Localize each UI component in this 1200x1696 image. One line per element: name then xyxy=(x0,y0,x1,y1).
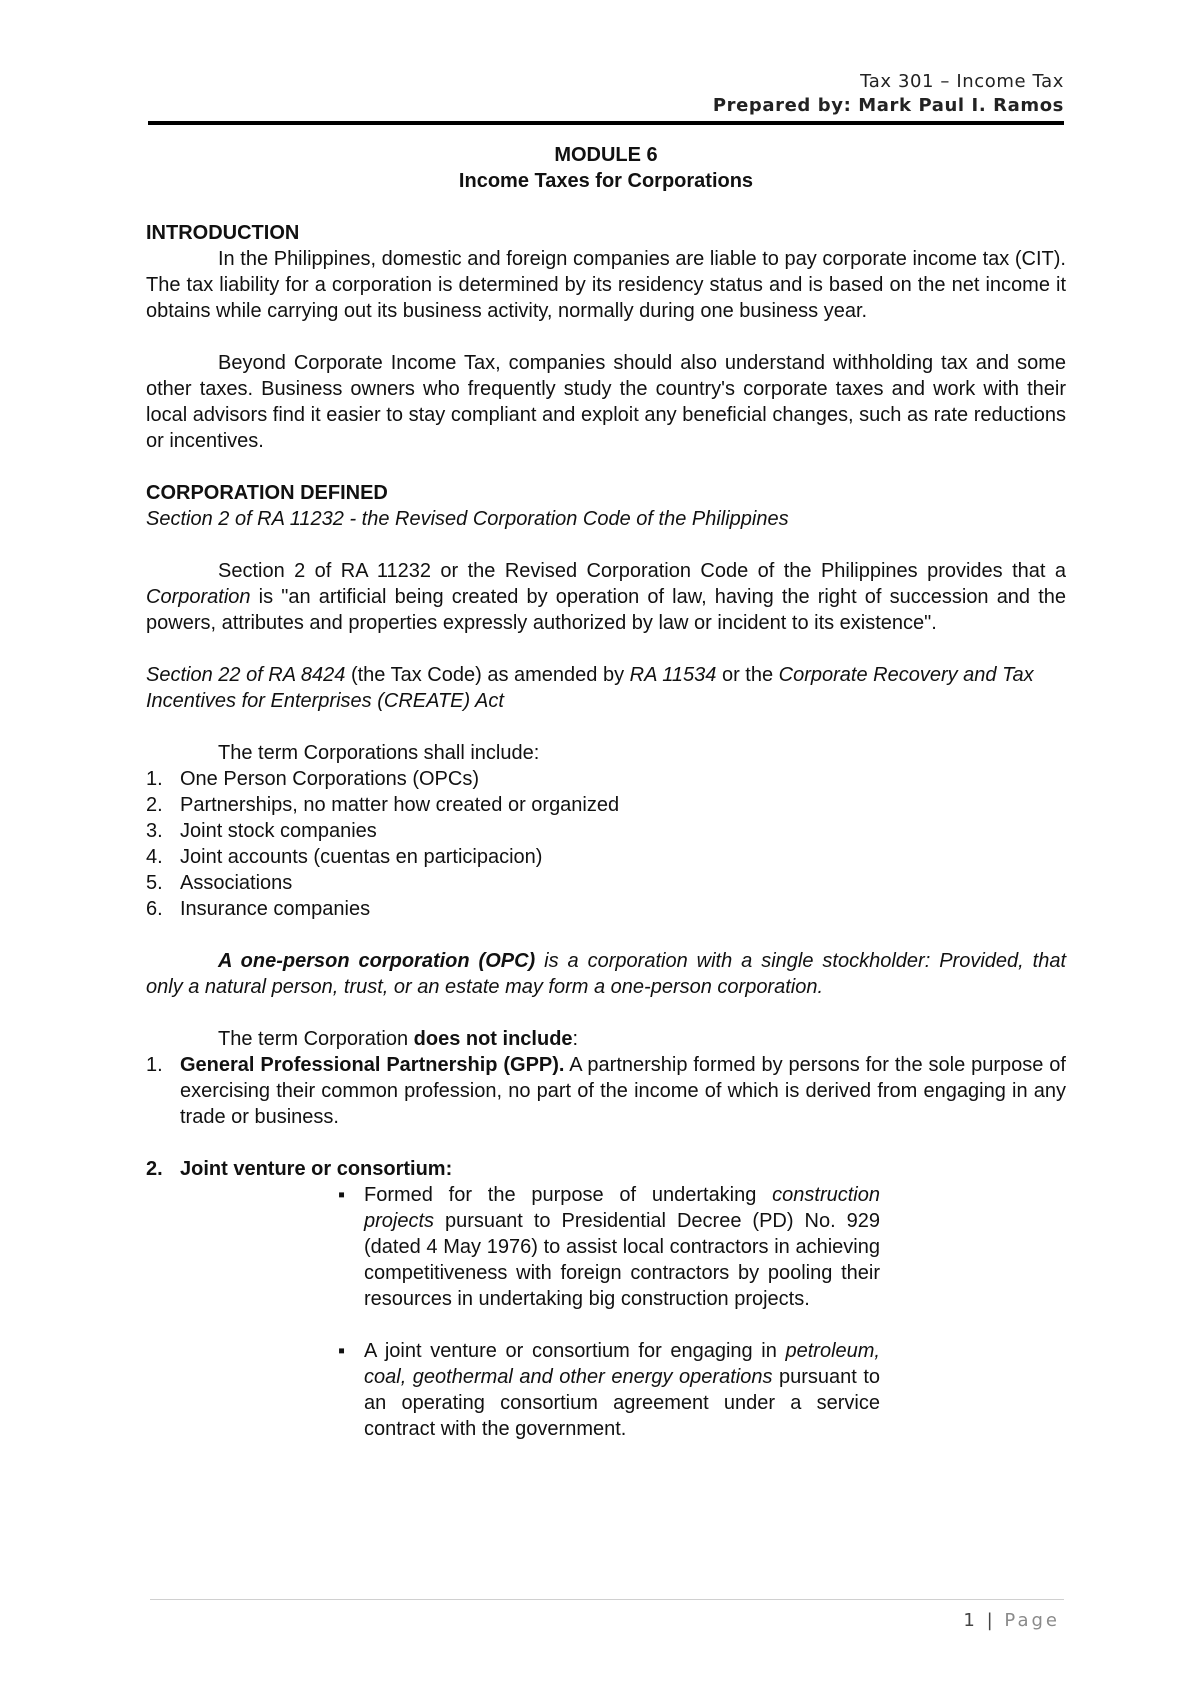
joint-venture-bullets xyxy=(338,1182,880,1312)
footer-rule xyxy=(150,1599,1064,1600)
opc-definition: A one-person corporation (OPC) is a corporation with a single stockholder: Provided, that only a natural person, trust, or an estate may form a one-person corporation. xyxy=(146,950,1066,998)
list-item-joint-venture: 2. Joint venture or consortium: xyxy=(146,1158,453,1180)
corporation-definition: Section 2 of RA 11232 or the Revised Corporation Code of the Philippines provides that a Corporation is "an artificial being created by operation of law, having the right of succession and the powers, attributes and properties expressly authorized by law or incident to its existence". xyxy=(146,560,1066,634)
course-title: Tax 301 – Income Tax xyxy=(860,71,1064,92)
list-item: 6. Insurance companies xyxy=(146,898,371,920)
page-word: Page xyxy=(1004,1610,1060,1631)
bullet-item: ▪ A joint venture or consortium for engaging in petroleum, coal, geothermal and other energy operations pursuant to an operating consortium agreement under a service contract with the government. xyxy=(338,1340,880,1440)
header-rule xyxy=(148,121,1064,125)
exclude-intro: The term Corporation does not include: xyxy=(218,1028,579,1050)
introduction-heading: INTRODUCTION xyxy=(146,222,300,244)
prepared-by: Prepared by: Mark Paul I. Ramos xyxy=(712,95,1064,116)
corporation-defined-heading: CORPORATION DEFINED xyxy=(146,482,388,504)
page-number: 1 xyxy=(963,1610,978,1631)
bullet-square-icon: ▪ xyxy=(338,1340,346,1362)
bullet-square-icon: ▪ xyxy=(338,1184,346,1206)
introduction-paragraph-1: In the Philippines, domestic and foreign companies are liable to pay corporate income tax (CIT). The tax liability for a corporation is determined by its residency status and is based on the net income it obtains while carrying out its business activity, normally during one business year. xyxy=(146,248,1066,322)
exclude-list-2 xyxy=(146,1156,1066,1182)
list-item-gpp: 1. General Professional Partnership (GPP). A partnership formed by persons for the sole purpose of exercising their common profession, no part of the income of which is derived from engaging in any trade or business. xyxy=(146,1054,1066,1128)
list-item: 4. Joint accounts (cuentas en participacion) xyxy=(146,846,543,868)
page-content xyxy=(146,142,1066,1442)
list-item: 2. Partnerships, no matter how created or organized xyxy=(146,794,620,816)
running-header xyxy=(713,70,1064,118)
introduction-paragraph-2: Beyond Corporate Income Tax, companies should also understand withholding tax and some other taxes. Business owners who frequently study the country's corporate taxes and work with their local advisors find it easier to stay compliant and exploit any beneficial changes, such as rate reductions or incentives. xyxy=(146,352,1066,452)
section-22-reference: Section 22 of RA 8424 (the Tax Code) as amended by RA 11534 or the Corporate Recovery and Tax Incentives for Enterprises (CREATE) Act xyxy=(146,664,1034,712)
list-item: 5. Associations xyxy=(146,872,293,894)
module-subtitle: Income Taxes for Corporations xyxy=(458,170,754,192)
bullet-item: ▪ Formed for the purpose of undertaking construction projects pursuant to Presidential Decree (PD) No. 929 (dated 4 May 1976) to assist local contractors in achieving competitiveness with foreign contractors by pooling their resources in undertaking big construction projects. xyxy=(338,1184,880,1310)
module-title: MODULE 6 xyxy=(554,144,658,166)
corporation-source: Section 2 of RA 11232 - the Revised Corporation Code of the Philippines xyxy=(146,508,789,530)
page-footer xyxy=(963,1610,1060,1631)
joint-venture-bullets-2 xyxy=(338,1338,880,1442)
list-item: 1. One Person Corporations (OPCs) xyxy=(146,768,480,790)
list-item: 3. Joint stock companies xyxy=(146,820,377,842)
include-list xyxy=(146,766,1066,922)
include-intro: The term Corporations shall include: xyxy=(218,742,540,764)
footer-separator: | xyxy=(986,1610,996,1631)
exclude-list xyxy=(146,1052,1066,1130)
